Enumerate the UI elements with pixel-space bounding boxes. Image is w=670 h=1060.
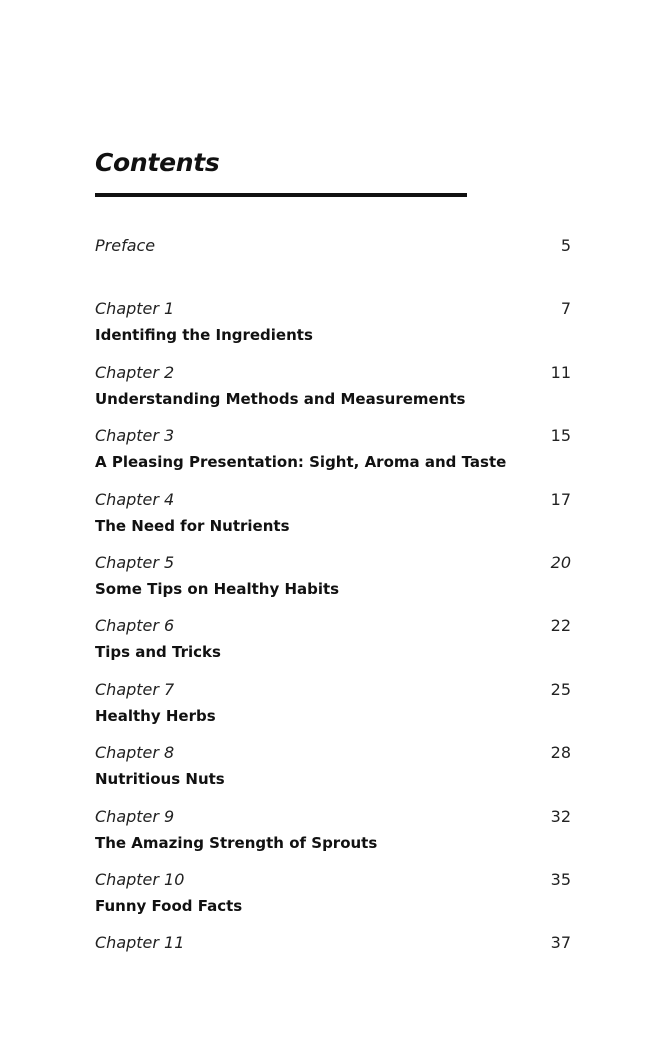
- toc-entry-title: Funny Food Facts: [95, 896, 243, 915]
- toc-entry-page-number: 7: [560, 299, 571, 319]
- toc-entry-title: A Pleasing Presentation: Sight, Aroma and Taste: [95, 453, 507, 472]
- toc-entry: [95, 298, 571, 361]
- toc-entry-page-number: 17: [550, 489, 571, 509]
- toc-entry-page-number: 25: [550, 679, 571, 699]
- toc-entry: [95, 489, 571, 552]
- toc-entry-page-number: 35: [550, 869, 571, 889]
- toc-entry-title: Some Tips on Healthy Habits: [95, 579, 340, 598]
- toc-entry: [95, 806, 571, 869]
- toc-entry-page-number: 32: [550, 806, 571, 826]
- toc-entry-title: The Need for Nutrients: [95, 516, 290, 535]
- toc-entry-title: Identifing the Ingredients: [95, 326, 313, 345]
- toc-entry: [95, 679, 571, 742]
- toc-entry-label: Chapter 2: [95, 362, 175, 382]
- toc-entry-page-number: 15: [550, 426, 571, 446]
- toc-entry: [95, 425, 571, 488]
- title-underline: [95, 193, 467, 197]
- toc-entry-label: Chapter 7: [95, 679, 175, 699]
- toc-entry-page-number: 20: [550, 552, 571, 572]
- toc-entry: [95, 552, 571, 615]
- toc-entry-title: Understanding Methods and Measurements: [95, 389, 466, 408]
- toc-entry-title: Healthy Herbs: [95, 706, 216, 725]
- toc-entry-label: Chapter 4: [95, 489, 175, 509]
- toc-entry-title: Tips and Tricks: [95, 643, 221, 662]
- toc-entry-page-number: 28: [550, 743, 571, 763]
- toc-entry: [95, 742, 571, 805]
- toc-entry-page-number: 5: [560, 236, 571, 255]
- toc-entry: [95, 235, 571, 298]
- page-title: Contents: [95, 148, 220, 177]
- toc-entry-label: Chapter 3: [95, 426, 175, 446]
- toc-entry-label: Preface: [95, 236, 156, 255]
- toc-entry: [95, 615, 571, 678]
- toc-entry-label: Chapter 1: [95, 299, 175, 319]
- toc-entry-label: Chapter 9: [95, 806, 175, 826]
- toc-entry-title: Nutritious Nuts: [95, 770, 225, 789]
- table-of-contents: [95, 235, 571, 996]
- toc-entry-title: The Amazing Strength of Sprouts: [95, 833, 378, 852]
- toc-entry-page-number: 11: [550, 362, 571, 382]
- toc-entry: [95, 362, 571, 425]
- toc-entry-label: Chapter 8: [95, 743, 175, 763]
- toc-entry: [95, 869, 571, 932]
- toc-entry-page-number: 37: [550, 933, 571, 953]
- toc-entry-page-number: 22: [550, 616, 571, 636]
- toc-entry-label: Chapter 6: [95, 616, 175, 636]
- toc-entry-label: Chapter 5: [95, 552, 175, 572]
- toc-entry-label: Chapter 11: [95, 933, 185, 953]
- toc-entry: [95, 932, 571, 995]
- toc-entry-label: Chapter 10: [95, 869, 185, 889]
